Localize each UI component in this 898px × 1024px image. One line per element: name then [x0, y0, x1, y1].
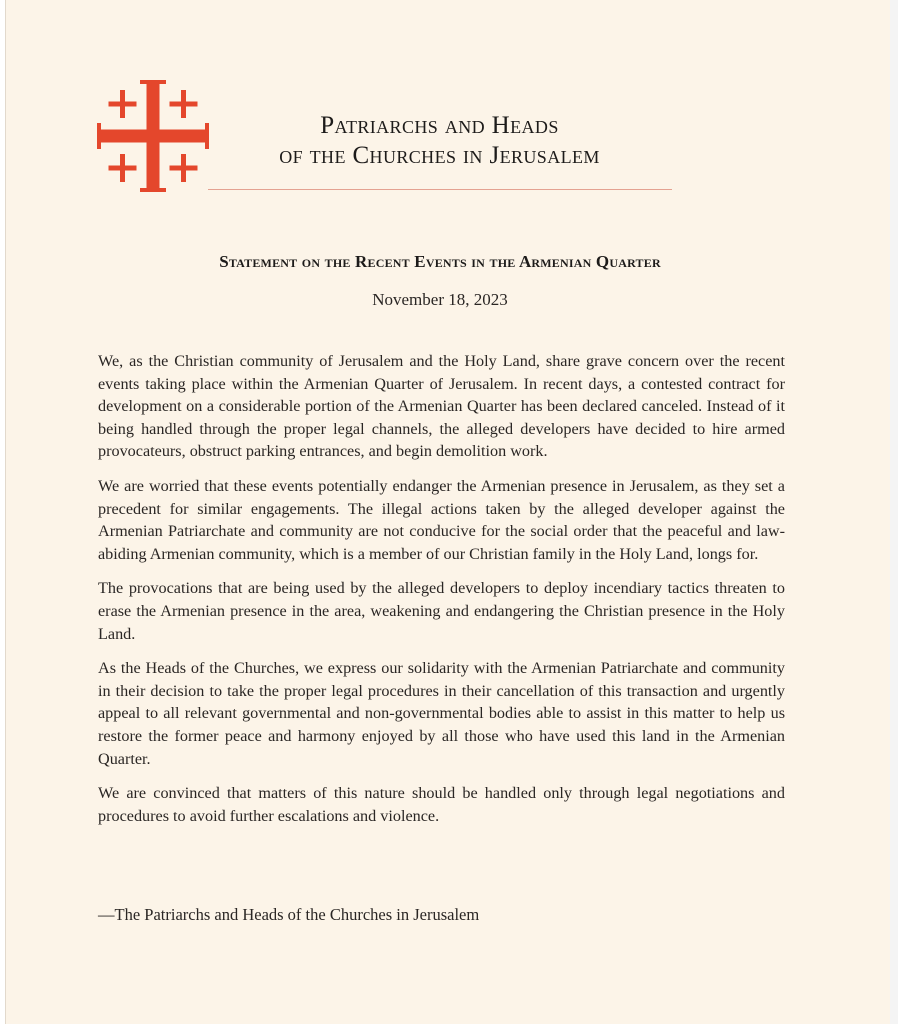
body-paragraph: We, as the Christian community of Jerusalem and the Holy Land, share grave concern over the recent events taking place within the Armenian Quarter of Jerusalem. In recent days, a contested contract for development on a considerable portion of the Armenian Quarter has been declared canceled. Instead of it being handled through the proper legal channels, the alleged developers have decided to hire armed provocateurs, obstruct parking entrances, and begin demolition work. — [98, 352, 785, 461]
body-paragraph: We are worried that these events potentially endanger the Armenian presence in Jerusalem, as they set a precedent for similar engagements. The illegal actions taken by the alleged developer against the Armenian Patriarchate and community are not conducive for the social order that the peaceful and law-abiding Armenian community, which is a member of our Christian family in the Holy Land, longs for. — [98, 476, 785, 563]
organization-title — [207, 111, 672, 171]
page-edge — [890, 0, 898, 1024]
statement-date: November 18, 2023 — [372, 290, 508, 309]
header-divider — [208, 189, 672, 190]
jerusalem-cross-icon — [95, 78, 211, 194]
organization-title-line2: of the Churches in Jerusalem — [279, 142, 600, 169]
organization-title-line1: Patriarchs and Heads — [320, 112, 559, 139]
statement-title: Statement on the Recent Events in the Armenian Quarter — [219, 252, 661, 271]
body-paragraph: The provocations that are being used by the alleged developers to deploy incendiary tactics threaten to erase the Armenian presence in the area, weakening and endangering the Christian presence in the Holy Land. — [98, 579, 785, 643]
signature: —The Patriarchs and Heads of the Churches in Jerusalem — [98, 905, 480, 924]
body-paragraph: We are convinced that matters of this nature should be handled only through legal negotiations and procedures to avoid further escalations and violence. — [98, 784, 785, 825]
statement-body — [98, 350, 785, 839]
body-paragraph: As the Heads of the Churches, we express our solidarity with the Armenian Patriarchate and community in their decision to take the proper legal procedures in their cancellation of this transaction and urgently appeal to all relevant governmental and non-governmental bodies able to assist in this matter to help us restore the former peace and harmony enjoyed by all those who have used this land in the Armenian Quarter. — [98, 659, 785, 768]
